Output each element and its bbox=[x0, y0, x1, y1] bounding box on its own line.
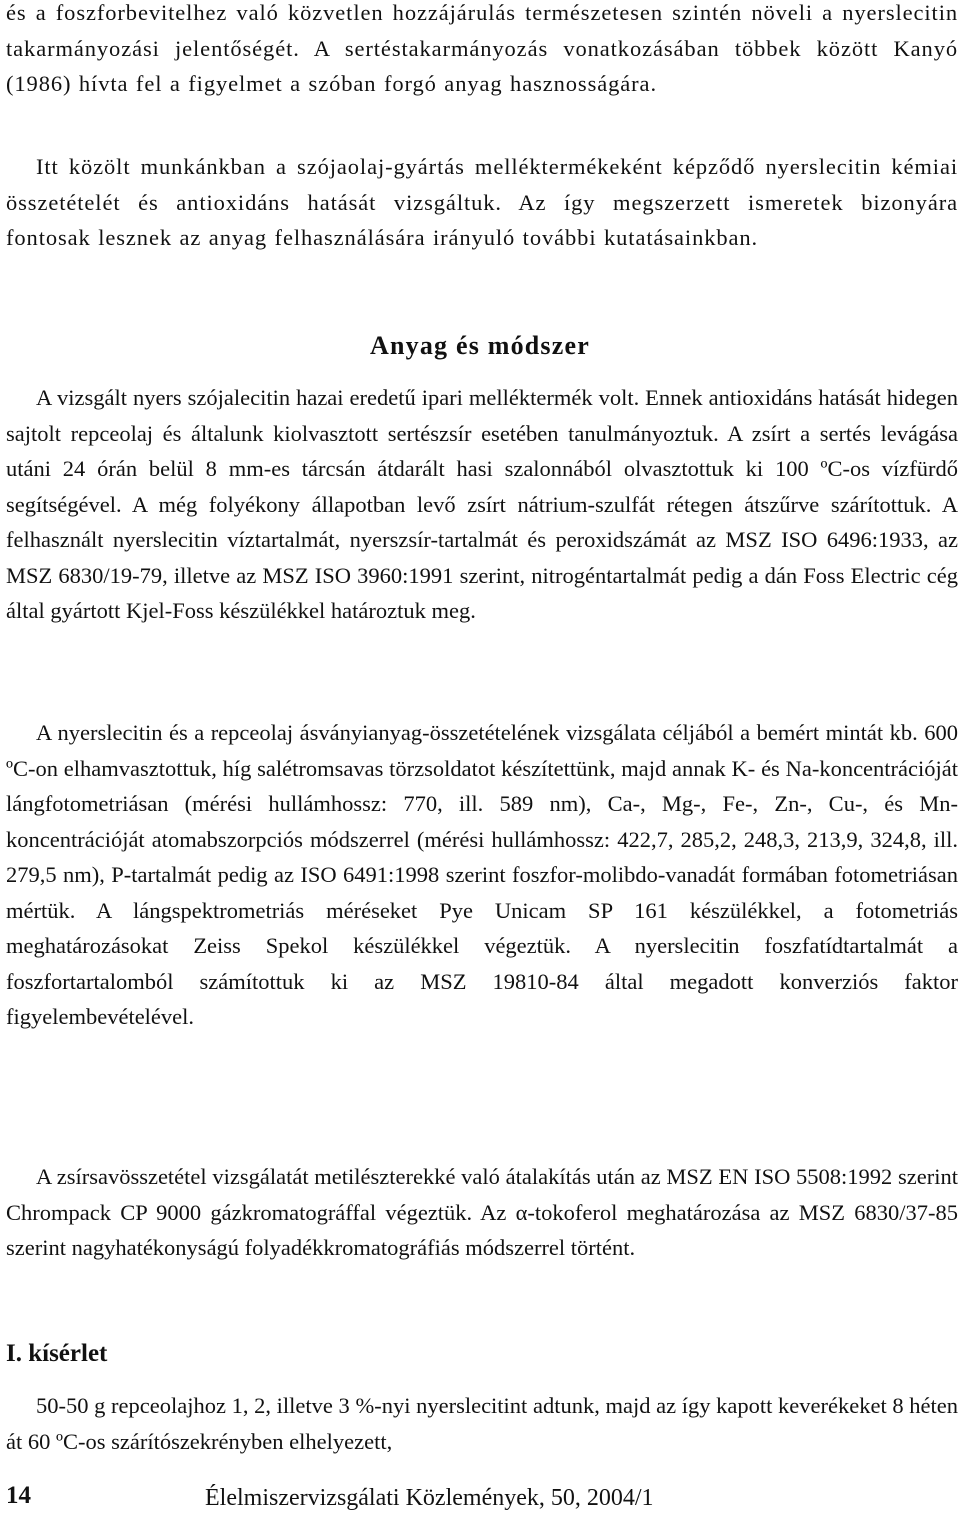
experiment-paragraph: 50-50 g repceolajhoz 1, 2, illetve 3 %-nyi nyerslecitint adtunk, majd az így kapott keverékeket 8 héten át 60 ºC-os szárítószekrényben elhelyezett, bbox=[6, 1393, 958, 1454]
methods-paragraph-minerals: A nyerslecitin és a repceolaj ásványianyag-összetételének vizsgálata céljából a bemért mintát kb. 600 ºC-on elhamvasztottuk, híg salétromsavas törzsoldatot készítettünk, majd annak K- és Na-koncentrációját lángfotometriásan (mérési hullámhossz: 770, ill. 589 nm), Ca-, Mg-, Fe-, Zn-, Cu-, és Mn-koncentrációját atomabszorpciós módszerrel (mérési hullámhossz: 422,7, 285,2, 248,3, 213,9, 324,8, ill. 279,5 nm), P-tartalmát pedig az ISO 6491:1998 szerint foszfor-molibdo-vanadát formában fotometriásan mértük. A lángspektrometriás méréseket Pye Unicam SP 161 készülékkel, a fotometriás meghatározásokat Zeiss Spekol készülékkel végeztük. A nyerslecitin foszfatídtartalmát a foszfortartalomból számítottuk ki az MSZ 19810-84 által megadott konverziós faktor figyelembevételével. bbox=[6, 720, 958, 1029]
methods-paragraph-fatty-acids: A zsírsavösszetétel vizsgálatát metilészterekké való átalakítás után az MSZ EN ISO 5508:1992 szerint Chrompack CP 9000 gázkromatográffal végeztük. Az α-tokoferol meghatározása az MSZ 6830/37-85 szerint nagyhatékonyságú folyadékkromatográfiás módszerrel történt. bbox=[6, 1164, 958, 1260]
subsection-heading-experiment-1: I. kísérlet bbox=[6, 1340, 108, 1367]
page-number: 14 bbox=[6, 1482, 31, 1509]
intro-paragraph-aim: Itt közölt munkánkban a szójaolaj-gyártás melléktermékeként képződő nyerslecitin kémiai összetételét és antioxidáns hatását vizsgáltuk. Az így megszerzett ismeretek bizonyára fontosak lesznek az anyag felhasználására irányuló további kutatásainkban. bbox=[6, 154, 958, 250]
section-heading-methods: Anyag és módszer bbox=[370, 331, 590, 360]
methods-paragraph-samples: A vizsgált nyers szójalecitin hazai eredetű ipari melléktermék volt. Ennek antioxidáns hatását hidegen sajtolt repceolaj és általunk kiolvasztott sertészsír esetében tanulmányoztuk. A zsírt a sertés levágása utáni 24 órán belül 8 mm-es tárcsán átdarált hasi szalonnából olvasztottuk ki 100 ºC-os vízfürdő segítségével. A még folyékony állapotban levő zsírt nátrium-szulfát rétegen átszűrve szárítottuk. A felhasznált nyerslecitin víztartalmát, nyerszsír-tartalmát és peroxidszámát az MSZ ISO 6496:1933, az MSZ 6830/19-79, illetve az MSZ ISO 3960:1991 szerint, nitrogéntartalmát pedig a dán Foss Electric cég által gyártott Kjel-Foss készülékkel határoztuk meg. bbox=[6, 385, 958, 623]
intro-paragraph-continued: és a foszforbevitelhez való közvetlen hozzájárulás természetesen szintén növeli a nyerslecitin takarmányozási jelentőségét. A sertéstakarmányozás vonatkozásában többek között Kanyó (1986) hívta fel a figyelmet a szóban forgó anyag hasznosságára. bbox=[6, 0, 958, 96]
journal-footer: Élelmiszervizsgálati Közlemények, 50, 2004/1 bbox=[205, 1485, 654, 1511]
